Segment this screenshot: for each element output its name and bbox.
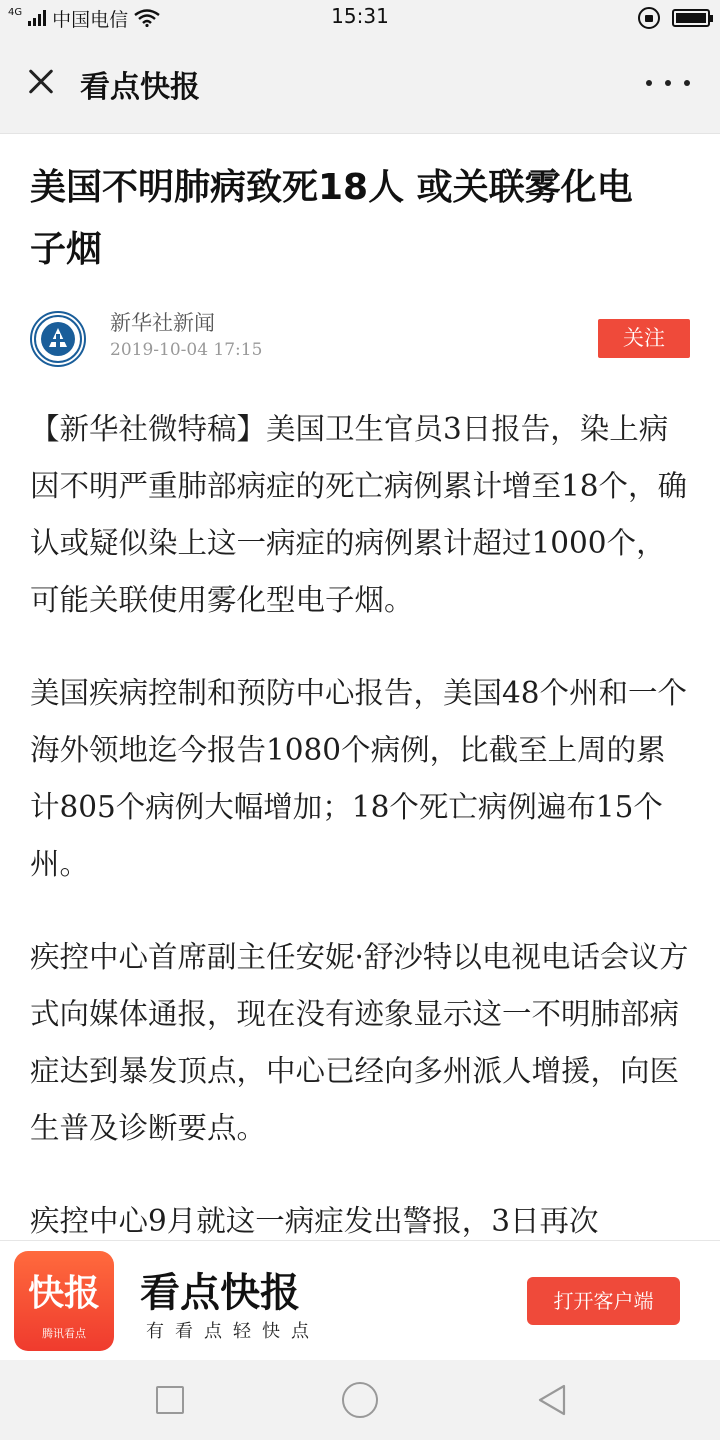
close-icon[interactable] (20, 61, 62, 103)
home-icon[interactable] (342, 1382, 378, 1418)
system-navigation-bar (0, 1360, 720, 1440)
network-type: 4G (8, 6, 23, 18)
author-avatar[interactable] (30, 311, 86, 367)
app-logo-text: 快报 (27, 1273, 100, 1314)
paragraph-2: 美国疾病控制和预防中心报告，美国48个州和一个海外领地迄今报告1080个病例，比截至上周的累计805个病例大幅增加；18个死亡病例遍布15个州。 (30, 676, 688, 881)
page-title: 看点快报 (80, 70, 200, 105)
paragraph-4: 疾控中心9月就这一病症发出警报，3日再次 (30, 1204, 599, 1238)
recent-apps-icon[interactable] (156, 1386, 184, 1414)
open-app-button[interactable]: 打开客户端 (527, 1277, 680, 1325)
back-icon[interactable] (534, 1382, 570, 1418)
app-logo-subtext: 腾讯看点 (42, 1327, 86, 1340)
xinhua-logo-icon (33, 314, 83, 364)
headline-line-1: 美国不明肺病致死18人 或关联雾化电 (30, 167, 633, 208)
author-name[interactable]: 新华社新闻 (110, 311, 215, 335)
battery-icon (672, 9, 710, 27)
app-download-banner (0, 1240, 720, 1360)
title-bar (0, 36, 720, 134)
publish-date: 2019-10-04 17:15 (110, 340, 263, 360)
article-content (0, 135, 720, 1240)
follow-button[interactable]: 关注 (598, 319, 690, 358)
more-options-icon[interactable] (646, 68, 690, 98)
status-bar (0, 0, 720, 36)
article-headline (30, 157, 695, 281)
paragraph-3: 疾控中心首席副主任安妮·舒沙特以电视电话会议方式向媒体通报，现在没有迹象显示这一不明肺部病症达到暴发顶点，中心已经向多州派人增援，向医生普及诊断要点。 (30, 940, 689, 1145)
paragraph-1: 【新华社微特稿】美国卫生官员3日报告，染上病因不明严重肺部病症的死亡病例累计增至18个，确认或疑似染上这一病症的病例累计超过1000个，可能关联使用雾化型电子烟。 (30, 412, 688, 617)
headline-line-2: 子烟 (30, 229, 103, 270)
carrier-name: 中国电信 (52, 8, 129, 31)
clock: 15:31 (331, 4, 389, 28)
app-slogan: 有看点轻快点 (146, 1321, 320, 1342)
rotation-lock-icon (638, 7, 660, 29)
app-name: 看点快报 (140, 1270, 300, 1316)
status-right (638, 7, 710, 29)
app-logo-icon (14, 1251, 114, 1351)
article-body (30, 401, 695, 1240)
